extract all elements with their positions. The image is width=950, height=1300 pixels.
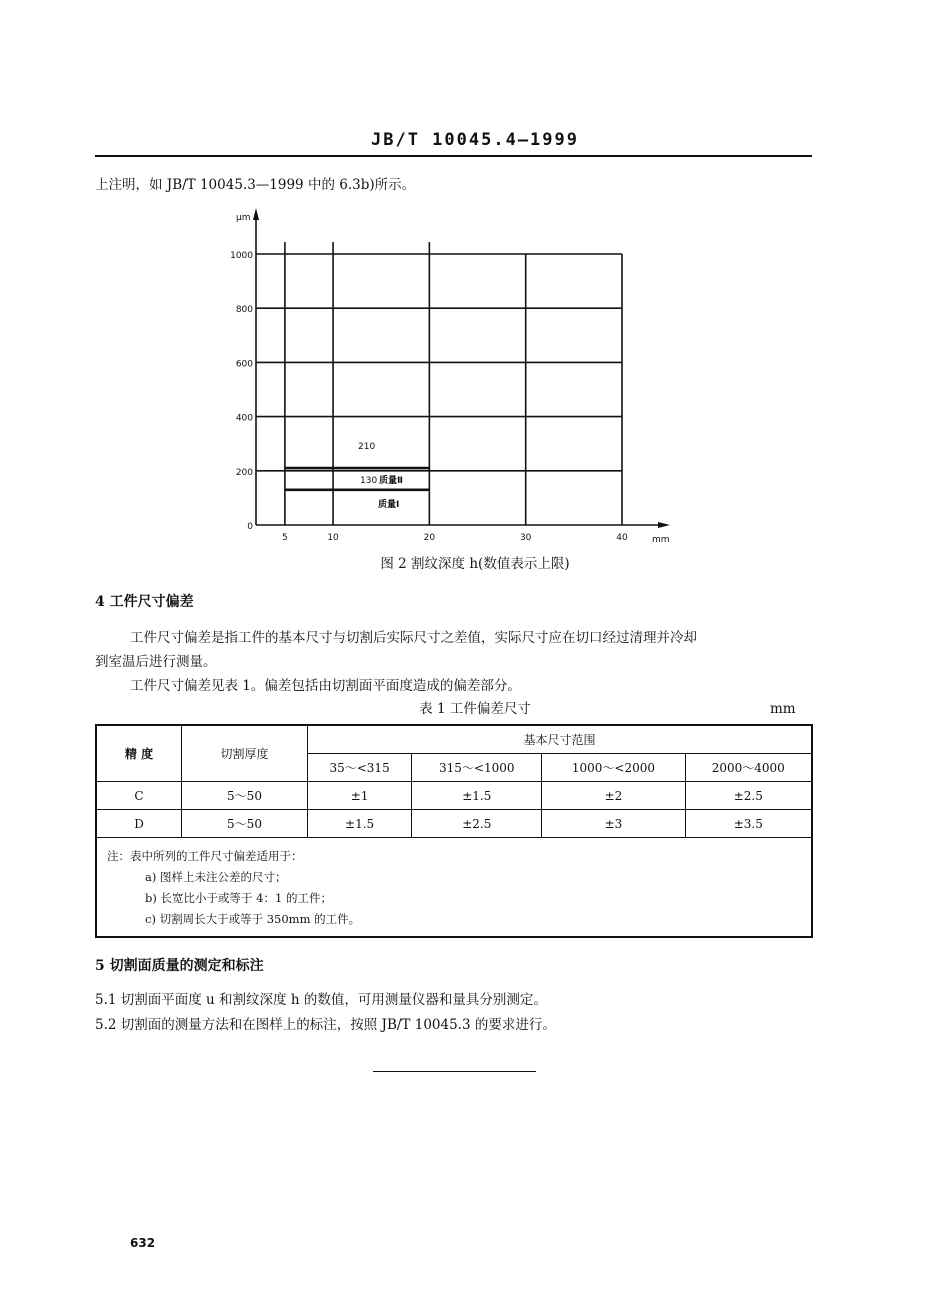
- section-4-para1-line2: 到室温后进行测量。: [95, 654, 217, 670]
- label-quality-1: 质量Ⅰ: [378, 500, 400, 510]
- y-tick-label: 0: [247, 522, 253, 532]
- grade-cell: D: [96, 810, 182, 838]
- section-5-2: 5.2 切割面的测量方法和在图样上的标注，按照 JB/T 10045.3 的要求进行。: [95, 1017, 556, 1033]
- range-col: 1000～<2000: [542, 754, 685, 782]
- deviation-table: [95, 724, 813, 938]
- section-5-1: 5.1 切割面平面度 u 和割纹深度 h 的数值，可用测量仪器和量具分别测定。: [95, 992, 547, 1008]
- value-cell: ±2.5: [412, 810, 542, 838]
- value-cell: ±3.5: [685, 810, 812, 838]
- intro-line: 上注明，如 JB/T 10045.3—1999 中的 6.3b)所示。: [95, 177, 416, 193]
- figure-caption: 图 2 割纹深度 h(数值表示上限): [380, 556, 570, 572]
- y-tick-label: 600: [235, 359, 253, 370]
- x-tick-label: 10: [327, 533, 339, 543]
- section-4-heading: 4 工件尺寸偏差: [95, 594, 194, 610]
- end-rule: [373, 1071, 536, 1072]
- thickness-cell: 5～50: [182, 782, 308, 810]
- header-thickness: 切割厚度: [182, 725, 308, 782]
- value-cell: ±2.5: [685, 782, 812, 810]
- header-range: 基本尺寸范围: [308, 725, 813, 754]
- label-210: 210: [358, 442, 376, 452]
- section-4-para1-line1: 工件尺寸偏差是指工件的基本尺寸与切割后实际尺寸之差值，实际尺寸应在切口经过清理并冷却: [130, 630, 697, 646]
- header-precision: 精 度: [96, 725, 182, 782]
- value-cell: ±1: [308, 782, 412, 810]
- y-axis-arrow: [253, 208, 259, 220]
- table-caption: 表 1 工件偏差尺寸: [419, 701, 531, 717]
- page-number: 632: [130, 1236, 156, 1250]
- section-4-para2: 工件尺寸偏差见表 1。偏差包括由切割面平面度造成的偏差部分。: [130, 678, 521, 694]
- range-col: 315～<1000: [412, 754, 542, 782]
- note-head: 注：表中所列的工件尺寸偏差适用于：: [107, 849, 303, 863]
- x-tick-label: 40: [616, 533, 628, 543]
- table-row: [96, 810, 812, 838]
- x-tick-label: 20: [423, 533, 436, 543]
- document-header: JB/T 10045.4—1999: [371, 130, 579, 150]
- value-cell: ±3: [542, 810, 685, 838]
- y-tick-label: 400: [235, 413, 253, 424]
- table-unit: mm: [770, 701, 796, 717]
- y-tick-label: 1000: [230, 251, 253, 261]
- x-unit-label: mm: [652, 535, 670, 545]
- x-tick-label: 5: [282, 533, 288, 543]
- y-unit-label: μm: [236, 213, 251, 223]
- range-col: 2000～4000: [685, 754, 812, 782]
- grade-cell: C: [96, 782, 182, 810]
- section-5-heading: 5 切割面质量的测定和标注: [95, 958, 264, 974]
- table-notes: [96, 838, 812, 938]
- table-row: [96, 782, 812, 810]
- value-cell: ±1.5: [412, 782, 542, 810]
- figure-2-chart: [0, 0, 950, 600]
- thickness-cell: 5～50: [182, 810, 308, 838]
- y-tick-label: 800: [235, 305, 253, 316]
- y-tick-label: 200: [235, 467, 253, 478]
- x-tick-label: 30: [519, 533, 532, 543]
- note-c: c) 切割周长大于或等于 350mm 的工件。: [145, 912, 361, 926]
- value-cell: ±2: [542, 782, 685, 810]
- value-cell: ±1.5: [308, 810, 412, 838]
- label-quality-2: 质量Ⅱ: [379, 476, 403, 486]
- range-col: 35～<315: [308, 754, 412, 782]
- note-b: b) 长宽比小于或等于 4：1 的工件；: [145, 891, 332, 905]
- x-axis-arrow: [658, 522, 670, 528]
- note-a: a) 图样上未注公差的尺寸；: [145, 870, 287, 884]
- label-130: 130: [360, 476, 378, 486]
